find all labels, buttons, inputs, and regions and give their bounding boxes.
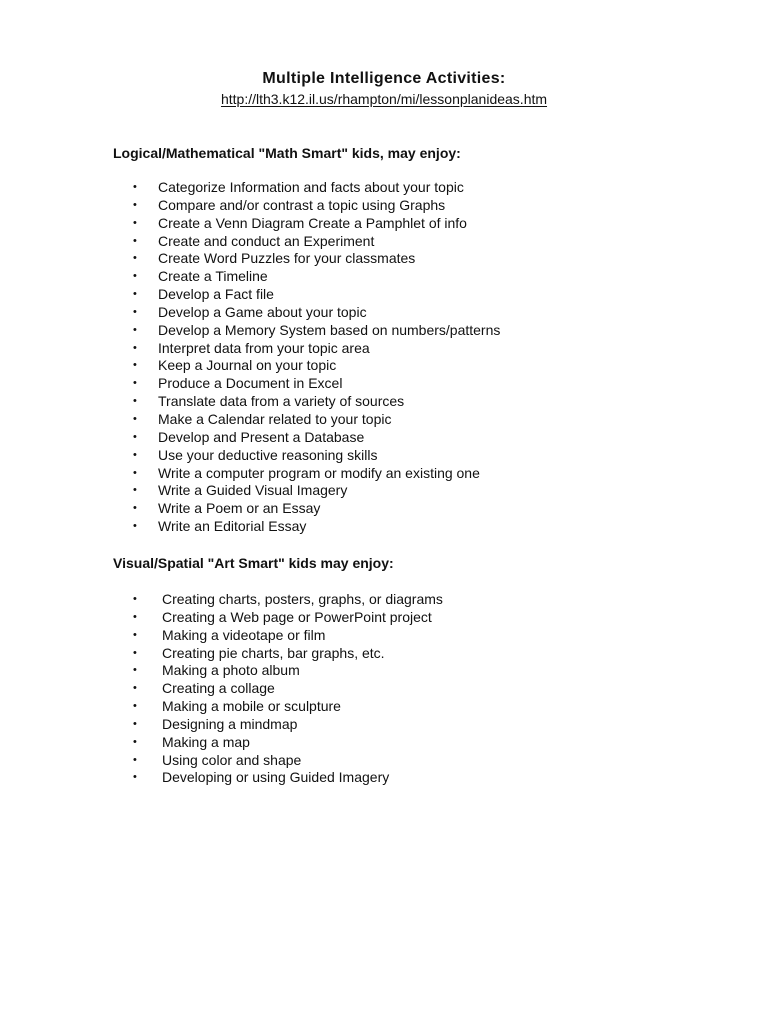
list-item-text: Make a Calendar related to your topic bbox=[158, 410, 392, 427]
list-item-text: Categorize Information and facts about your topic bbox=[158, 179, 464, 195]
list-item-text: Write a Poem or an Essay bbox=[158, 500, 321, 517]
list-item-text: Develop a Memory System based on numbers/patterns bbox=[158, 321, 501, 338]
bullet-icon: • bbox=[133, 466, 137, 479]
list-item-text: Develop a Game about your topic bbox=[158, 303, 367, 320]
bullet-icon: • bbox=[133, 593, 137, 605]
bullet-icon: • bbox=[133, 323, 137, 336]
list-item-text: Translate data from a variety of sources bbox=[158, 393, 405, 410]
bullet-icon: • bbox=[133, 753, 137, 766]
bullet-icon: • bbox=[133, 412, 137, 425]
bullet-icon: • bbox=[133, 234, 137, 247]
section-heading-visual: Visual/Spatial "Art Smart" kids may enjoy: bbox=[113, 555, 394, 571]
list-item-text: Creating a Web page or PowerPoint project bbox=[162, 608, 432, 625]
bullet-icon: • bbox=[133, 252, 137, 265]
bullet-icon: • bbox=[133, 305, 137, 318]
list-item-text: Making a map bbox=[162, 733, 250, 750]
bullet-icon: • bbox=[133, 216, 137, 229]
bullet-icon: • bbox=[133, 377, 137, 390]
bullet-icon: • bbox=[133, 735, 137, 748]
list-item-text: Write a Guided Visual Imagery bbox=[158, 482, 348, 499]
list-item-text: Creating pie charts, bar graphs, etc. bbox=[162, 644, 385, 661]
bullet-icon: • bbox=[133, 198, 137, 211]
bullet-icon: • bbox=[133, 628, 137, 641]
list-item-text: Designing a mindmap bbox=[162, 715, 298, 732]
list-item-text: Using color and shape bbox=[162, 751, 302, 768]
list-item-text: Making a videotape or film bbox=[162, 626, 326, 643]
list-item-text: Write a computer program or modify an existing one bbox=[158, 464, 480, 481]
bullet-icon: • bbox=[133, 359, 137, 372]
bullet-icon: • bbox=[133, 288, 137, 301]
bullet-icon: • bbox=[133, 341, 137, 354]
list-item-text: Making a photo album bbox=[162, 662, 300, 679]
list-item-text: Develop and Present a Database bbox=[158, 428, 365, 445]
source-url-link[interactable]: http://lth3.k12.il.us/rhampton/mi/lessonplanideas.htm bbox=[220, 91, 548, 107]
list-item-text: Develop a Fact file bbox=[158, 286, 274, 303]
list-item-text: Create and conduct an Experiment bbox=[158, 232, 375, 249]
list-item-text: Create a Timeline bbox=[158, 268, 268, 285]
bullet-icon: • bbox=[133, 717, 137, 730]
list-item-text: Keep a Journal on your topic bbox=[158, 357, 337, 374]
list-item-text: Making a mobile or sculpture bbox=[162, 698, 341, 715]
list-item-text: Developing or using Guided Imagery bbox=[162, 769, 390, 786]
bullet-icon: • bbox=[133, 664, 137, 677]
bullet-icon: • bbox=[133, 484, 137, 497]
bullet-icon: • bbox=[133, 448, 137, 461]
bullet-icon: • bbox=[133, 181, 137, 193]
bullet-icon: • bbox=[133, 502, 137, 515]
list-item-text: Interpret data from your topic area bbox=[158, 339, 370, 356]
bullet-icon: • bbox=[133, 646, 137, 659]
list-item-text: Write an Editorial Essay bbox=[158, 518, 307, 535]
list-item-text: Produce a Document in Excel bbox=[158, 375, 343, 392]
page-title: Multiple Intelligence Activities: bbox=[262, 70, 506, 87]
list-item-text: Creating a collage bbox=[162, 680, 275, 697]
list-item-text: Create Word Puzzles for your classmates bbox=[158, 250, 416, 267]
bullet-icon: • bbox=[133, 771, 137, 784]
bullet-icon: • bbox=[133, 682, 137, 695]
bullet-icon: • bbox=[133, 270, 137, 283]
bullet-icon: • bbox=[133, 430, 137, 443]
section-heading-logical: Logical/Mathematical "Math Smart" kids, may enjoy: bbox=[113, 145, 461, 161]
source-url-line bbox=[0, 91, 768, 107]
list-item-text: Compare and/or contrast a topic using Graphs bbox=[158, 196, 446, 213]
bullet-icon: • bbox=[133, 610, 137, 623]
list-item-text: Create a Venn Diagram Create a Pamphlet of info bbox=[158, 214, 467, 231]
bullet-icon: • bbox=[133, 520, 137, 533]
bullet-icon: • bbox=[133, 700, 137, 713]
list-item-text: Use your deductive reasoning skills bbox=[158, 446, 378, 463]
list-item-text: Creating charts, posters, graphs, or diagrams bbox=[162, 591, 443, 607]
bullet-icon: • bbox=[133, 395, 137, 408]
